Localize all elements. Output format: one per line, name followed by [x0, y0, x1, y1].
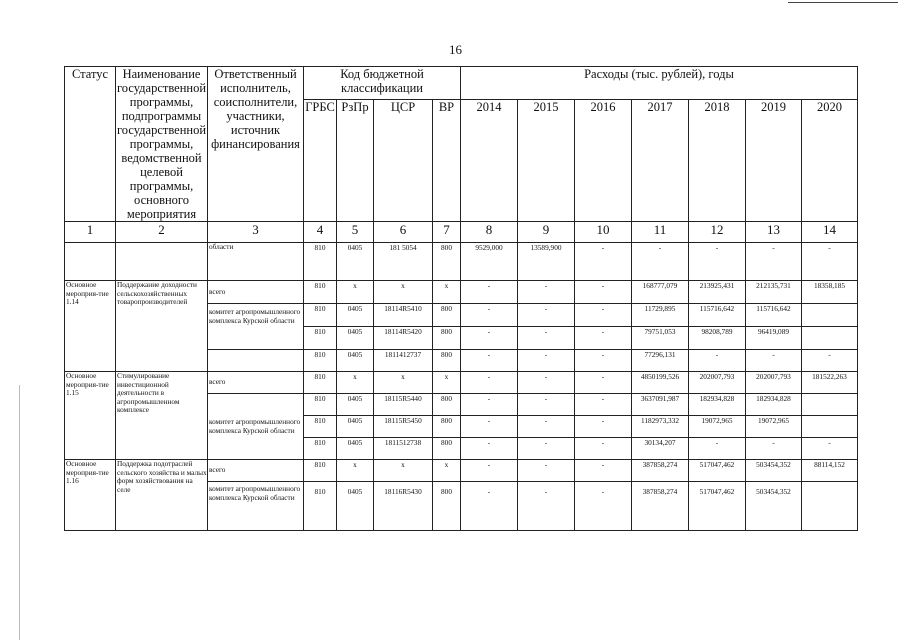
budget-table — [64, 66, 858, 531]
value-cell: 387858,274 — [632, 482, 689, 531]
col-number: 2 — [116, 222, 208, 243]
header-row-1 — [65, 67, 858, 100]
rzpr-cell: 0405 — [337, 482, 374, 531]
value-cell: 19072,965 — [746, 416, 802, 438]
grbs-cell: 810 — [304, 460, 337, 482]
vr-cell: 800 — [433, 350, 461, 372]
responsible-cell: области — [208, 243, 304, 281]
col-number: 3 — [208, 222, 304, 243]
value-cell: 212135,731 — [746, 281, 802, 304]
col-number: 4 — [304, 222, 337, 243]
value-cell: - — [461, 327, 518, 350]
value-cell: - — [461, 394, 518, 416]
col-number: 8 — [461, 222, 518, 243]
responsible-cell: комитет агропромышленного комплекса Курской области — [208, 394, 304, 460]
header-vr: ВР — [433, 100, 461, 222]
value-cell: 79751,053 — [632, 327, 689, 350]
value-cell: - — [461, 482, 518, 531]
col-number: 10 — [575, 222, 632, 243]
value-cell: - — [461, 281, 518, 304]
csr-cell: x — [374, 372, 433, 394]
responsible-cell: всего — [208, 372, 304, 394]
vr-cell: 800 — [433, 304, 461, 327]
vr-cell: 800 — [433, 243, 461, 281]
table-row — [65, 372, 858, 394]
col-number: 9 — [518, 222, 575, 243]
value-cell: 182934,828 — [689, 394, 746, 416]
value-cell: 3637091,987 — [632, 394, 689, 416]
name-cell: Поддержание доходности сельскохозяйственных товаропроизводителей — [116, 281, 208, 372]
value-cell: 115716,642 — [746, 304, 802, 327]
header-expenses: Расходы (тыс. рублей), годы — [461, 67, 858, 100]
top-rule — [788, 2, 898, 3]
value-cell: - — [575, 416, 632, 438]
grbs-cell: 810 — [304, 350, 337, 372]
value-cell: - — [518, 416, 575, 438]
value-cell: 11729,895 — [632, 304, 689, 327]
value-cell: 30134,207 — [632, 438, 689, 460]
value-cell — [802, 416, 858, 438]
grbs-cell: 810 — [304, 327, 337, 350]
responsible-cell: комитет агропромышленного комплекса Курской области — [208, 304, 304, 350]
value-cell: - — [575, 482, 632, 531]
vr-cell: x — [433, 460, 461, 482]
value-cell: - — [689, 243, 746, 281]
col-number: 12 — [689, 222, 746, 243]
header-budget-code: Код бюджетной классификации — [304, 67, 461, 100]
status-cell: Основное мероприя-тие 1.14 — [65, 281, 116, 372]
col-number: 14 — [802, 222, 858, 243]
value-cell: - — [461, 372, 518, 394]
rzpr-cell: x — [337, 281, 374, 304]
rzpr-cell: 0405 — [337, 304, 374, 327]
value-cell: - — [575, 350, 632, 372]
value-cell: - — [802, 350, 858, 372]
vr-cell: 800 — [433, 327, 461, 350]
value-cell: 115716,642 — [689, 304, 746, 327]
csr-cell: x — [374, 460, 433, 482]
value-cell: 503454,352 — [746, 460, 802, 482]
value-cell: - — [518, 372, 575, 394]
value-cell: - — [518, 281, 575, 304]
rzpr-cell: 0405 — [337, 416, 374, 438]
csr-cell: 18114R5420 — [374, 327, 433, 350]
value-cell: 517047,462 — [689, 482, 746, 531]
value-cell: - — [518, 438, 575, 460]
grbs-cell: 810 — [304, 304, 337, 327]
value-cell: - — [575, 438, 632, 460]
csr-cell: 1811512738 — [374, 438, 433, 460]
rzpr-cell: 0405 — [337, 327, 374, 350]
rzpr-cell: x — [337, 460, 374, 482]
grbs-cell: 810 — [304, 416, 337, 438]
value-cell: - — [575, 243, 632, 281]
header-csr: ЦСР — [374, 100, 433, 222]
value-cell — [802, 327, 858, 350]
name-cell: Стимулирование инвестиционной деятельности в агропромышленном комплексе — [116, 372, 208, 460]
value-cell: 13589,900 — [518, 243, 575, 281]
col-number: 11 — [632, 222, 689, 243]
value-cell: - — [802, 438, 858, 460]
responsible-cell: всего — [208, 460, 304, 482]
value-cell: - — [461, 304, 518, 327]
value-cell: 77296,131 — [632, 350, 689, 372]
value-cell: - — [518, 482, 575, 531]
grbs-cell: 810 — [304, 482, 337, 531]
value-cell: 387858,274 — [632, 460, 689, 482]
rzpr-cell: 0405 — [337, 350, 374, 372]
header-year: 2020 — [802, 100, 858, 222]
grbs-cell: 810 — [304, 438, 337, 460]
value-cell: - — [575, 394, 632, 416]
value-cell: 1182973,332 — [632, 416, 689, 438]
vr-cell: 800 — [433, 394, 461, 416]
value-cell: 96419,089 — [746, 327, 802, 350]
value-cell: - — [518, 350, 575, 372]
value-cell: 18358,185 — [802, 281, 858, 304]
value-cell — [802, 394, 858, 416]
csr-cell: 1811412737 — [374, 350, 433, 372]
rzpr-cell: 0405 — [337, 243, 374, 281]
header-responsible: Ответственный исполнитель, соисполнители, участники, источник финансирования — [208, 67, 304, 222]
value-cell: - — [746, 350, 802, 372]
status-cell: Основное мероприя-тие 1.16 — [65, 460, 116, 531]
rzpr-cell: 0405 — [337, 438, 374, 460]
col-number: 7 — [433, 222, 461, 243]
value-cell: 19072,965 — [689, 416, 746, 438]
value-cell: 517047,462 — [689, 460, 746, 482]
value-cell: - — [575, 304, 632, 327]
responsible-cell: комитет агропромышленного комплекса Курской области — [208, 482, 304, 531]
value-cell: 168777,079 — [632, 281, 689, 304]
value-cell: 88114,152 — [802, 460, 858, 482]
responsible-cell — [208, 350, 304, 372]
csr-cell: 181 5054 — [374, 243, 433, 281]
grbs-cell: 810 — [304, 281, 337, 304]
header-year: 2017 — [632, 100, 689, 222]
header-year: 2019 — [746, 100, 802, 222]
vr-cell: 800 — [433, 482, 461, 531]
value-cell: - — [518, 304, 575, 327]
col-number: 5 — [337, 222, 374, 243]
value-cell: - — [575, 281, 632, 304]
header-name: Наименование государственной программы, подпрограммы государственной программы, ведомственной целевой программы, основного мероприятия — [116, 67, 207, 221]
value-cell: - — [461, 416, 518, 438]
rzpr-cell: x — [337, 372, 374, 394]
header-year: 2014 — [461, 100, 518, 222]
value-cell — [802, 482, 858, 531]
vr-cell: 800 — [433, 416, 461, 438]
value-cell: - — [746, 243, 802, 281]
header-year: 2018 — [689, 100, 746, 222]
value-cell: 9529,000 — [461, 243, 518, 281]
header-status: Статус — [65, 67, 116, 222]
table-row — [65, 243, 858, 281]
vr-cell: x — [433, 281, 461, 304]
vr-cell: x — [433, 372, 461, 394]
name-cell — [116, 243, 208, 281]
table-row — [65, 460, 858, 482]
value-cell: - — [518, 327, 575, 350]
value-cell: - — [461, 460, 518, 482]
grbs-cell: 810 — [304, 243, 337, 281]
name-cell: Поддержка подотраслей сельского хозяйства и малых форм хозяйствования на селе — [116, 460, 208, 531]
col-number: 6 — [374, 222, 433, 243]
value-cell: - — [575, 327, 632, 350]
vr-cell: 800 — [433, 438, 461, 460]
status-cell — [65, 243, 116, 281]
csr-cell: 18115R5440 — [374, 394, 433, 416]
csr-cell: 18114R5410 — [374, 304, 433, 327]
table-row — [65, 281, 858, 304]
value-cell: 182934,828 — [746, 394, 802, 416]
header-year: 2016 — [575, 100, 632, 222]
csr-cell: 18115R5450 — [374, 416, 433, 438]
col-number: 13 — [746, 222, 802, 243]
header-grbs: ГРБС — [304, 100, 337, 222]
value-cell: - — [802, 243, 858, 281]
page-number: 16 — [449, 42, 462, 57]
value-cell: - — [575, 460, 632, 482]
header-year: 2015 — [518, 100, 575, 222]
value-cell: - — [689, 350, 746, 372]
grbs-cell: 810 — [304, 372, 337, 394]
rzpr-cell: 0405 — [337, 394, 374, 416]
value-cell: 181522,263 — [802, 372, 858, 394]
status-cell: Основное мероприя-тие 1.15 — [65, 372, 116, 460]
value-cell: 202007,793 — [689, 372, 746, 394]
col-number: 1 — [65, 222, 116, 243]
value-cell: 4850199,526 — [632, 372, 689, 394]
value-cell: 98208,789 — [689, 327, 746, 350]
value-cell: - — [746, 438, 802, 460]
grbs-cell: 810 — [304, 394, 337, 416]
value-cell: - — [518, 394, 575, 416]
value-cell: 213925,431 — [689, 281, 746, 304]
value-cell: - — [689, 438, 746, 460]
value-cell: 503454,352 — [746, 482, 802, 531]
value-cell — [802, 304, 858, 327]
responsible-cell: всего — [208, 281, 304, 304]
left-margin-rule — [19, 385, 20, 640]
value-cell: 202007,793 — [746, 372, 802, 394]
column-number-row — [65, 222, 858, 243]
value-cell: - — [461, 350, 518, 372]
value-cell: - — [518, 460, 575, 482]
csr-cell: 18116R5430 — [374, 482, 433, 531]
csr-cell: x — [374, 281, 433, 304]
header-rzpr: РзПр — [337, 100, 374, 222]
value-cell: - — [632, 243, 689, 281]
value-cell: - — [575, 372, 632, 394]
value-cell: - — [461, 438, 518, 460]
